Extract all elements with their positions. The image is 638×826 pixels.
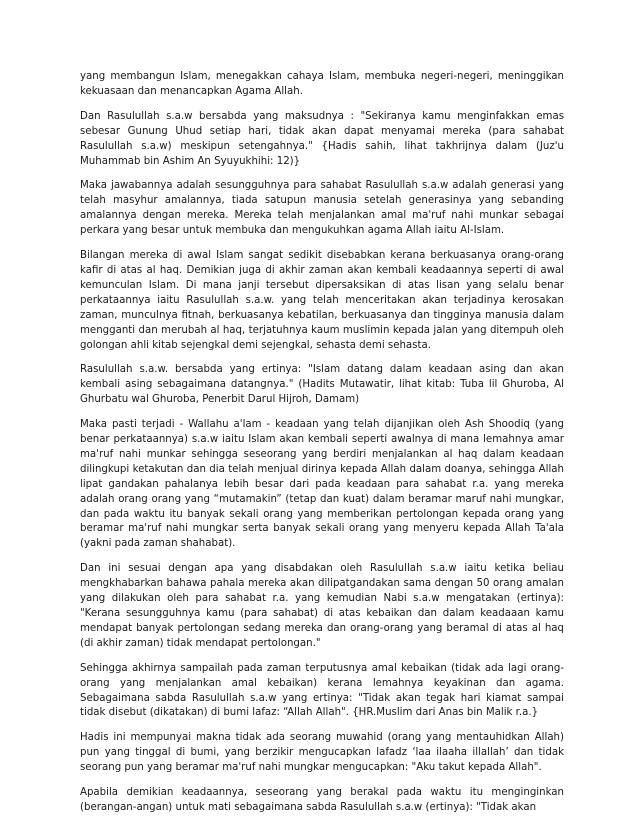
document-page <box>80 70 564 826</box>
paragraph-9: Hadis ini mempunyai makna tidak ada seorang muwahid (orang yang mentauhidkan Allah) pun yang tinggal di bumi, yang berzikir mengucapkan lafadz ‘laa ilaaha illallah’ dan tidak seorang pun yang beramar ma'ruf nahi mungkar mengucapkan: "Aku takut kepada Allah". <box>80 732 564 774</box>
paragraph-3: Maka jawabannya adalah sesungguhnya para sahabat Rasulullah s.a.w adalah generasi yang telah masyhur amalannya, tiada satupun manusia setelah generasinya yang sebanding amalannya dengan mereka. Mereka telah menjalankan amal ma'ruf nahi munkar sebagai perkara yang besar untuk membuka dan mengukuhkan agama Allah iaitu Al-Islam. <box>80 180 564 237</box>
paragraph-5: Rasulullah s.a.w. bersabda yang ertinya: "Islam datang dalam keadaan asing dan akan kembali asing sebagaimana datangnya." (Hadits Mutawatir, lihat kitab: Tuba lil Ghuroba, Al Ghurbatu wal Ghuroba, Penerbit Darul Hijroh, Damam) <box>80 364 564 406</box>
paragraph-7: Dan ini sesuai dengan apa yang disabdakan oleh Rasulullah s.a.w iaitu ketika beliau mengkhabarkan bahawa pahala mereka akan dilipatgandakan sama dengan 50 orang amalan yang dilakukan oleh para sahabat r.a. yang kemudian Nabi s.a.w mengatakan (ertinya): "Kerana sesungguhnya kamu (para sahabat) di atas kebaikan dan dalam keadaaan kamu mendapat banyak pertolongan sedang mereka dan orang-orang yang beramal di atas al haq (di akhir zaman) tidak mendapat pertolongan." <box>80 563 564 649</box>
paragraph-4: Bilangan mereka di awal Islam sangat sedikit disebabkan kerana berkuasanya orang-orang kafir di atas al haq. Demikian juga di akhir zaman akan kembali keadaannya seperti di awal kemunculan Islam. Di mana janji tersebut dipersaksikan di atas lisan yang selalu benar perkataannya iaitu Rasulullah s.a.w. yang telah menceritakan akan terjadinya kerosakan zaman, munculnya fitnah, berkuasanya kebatilan, berkuasanya dan tingginya manusia dalam mengganti dan merubah al haq, terjatuhnya kaum muslimin kepada jalan yang ditempuh oleh golongan ahli kitab sejengkal demi sejengkal, sehasta demi sehasta. <box>80 250 564 351</box>
paragraph-1: yang membangun Islam, menegakkan cahaya Islam, membuka negeri-negeri, meninggikan kekuasaan dan menancapkan Agama Allah. <box>80 71 564 97</box>
paragraph-2: Dan Rasulullah s.a.w bersabda yang maksudnya : "Sekiranya kamu menginfakkan emas sebesar Gunung Uhud setiap hari, tidak akan dapat menyamai mereka (para sahabat Rasulullah s.a.w) meskipun setengahnya." {Hadis sahih, lihat takhrijnya dalam (Juz'u Muhammab bin Ashim An Syuyukhihi: 12)} <box>80 110 564 167</box>
paragraph-6: Maka pasti terjadi - Wallahu a'lam - keadaan yang telah dijanjikan oleh Ash Shoodiq (yang benar perkataannya) s.a.w iaitu Islam akan kembali seperti awalnya di mana lemahnya amar ma'ruf nahi munkar sehingga seseorang yang berdiri menjalankan al haq dalam keadaan dilingkupi ketakutan dan dia telah menjual dirinya kepada Allah dalam doanya, sehingga Allah lipat gandakan pahalanya lebih besar dari pada keadaan para sahabat r.a. yang mereka adalah orang orang yang “mutamakin” (tetap dan kuat) dalam beramar maruf nahi mungkar, dan pada waktu itu banyak sekali orang yang memberikan pertolongan kepada orang yang beramar ma'ruf nahi mungkar serta banyak sekali orang yang menyeru kepada Allah Ta'ala (yakni pada zaman shahabat). <box>80 419 564 550</box>
paragraph-8: Sehingga akhirnya sampailah pada zaman terputusnya amal kebaikan (tidak ada lagi orang-orang yang menjalankan amal kebaikan) kerana lemahnya keyakinan dan agama. Sebagaimana sabda Rasulullah s.a.w yang ertinya: "Tidak akan tegak hari kiamat sampai tidak disebut (dikatakan) di bumi lafaz: “Allah Allah". {HR.Muslim dari Anas bin Malik r.a.} <box>80 662 564 719</box>
paragraph-10: Apabila demikian keadaannya, seseorang yang berakal pada waktu itu menginginkan (berangan-angan) untuk mati sebagaimana sabda Rasulullah s.a.w (ertinya): "Tidak akan <box>80 787 564 813</box>
